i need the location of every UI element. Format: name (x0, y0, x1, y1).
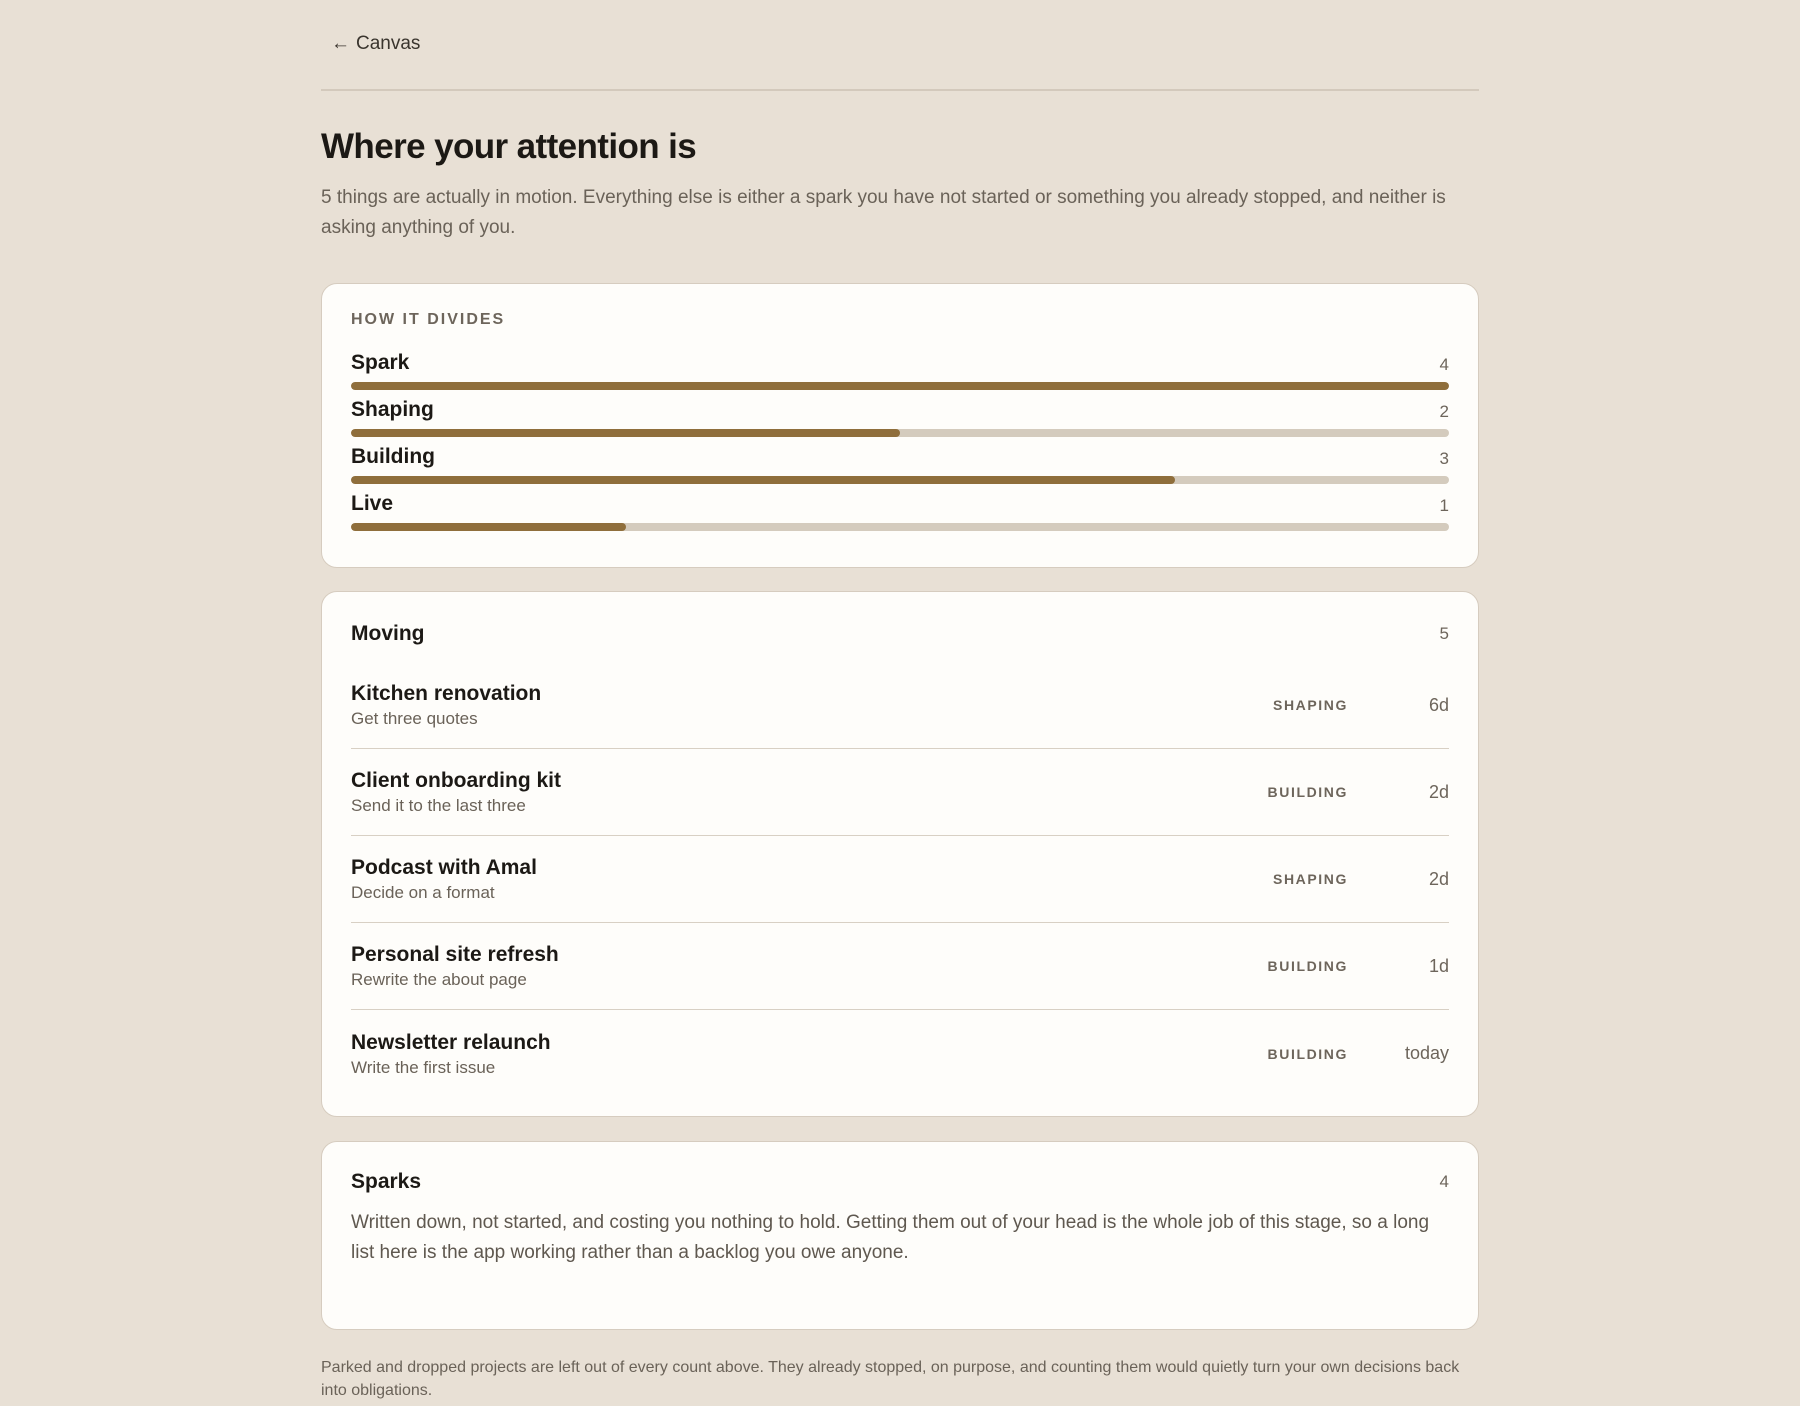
stage-bar-fill (351, 382, 1449, 390)
project-title: Podcast with Amal (351, 856, 537, 879)
stage-head (351, 441, 1449, 469)
project-title: Kitchen renovation (351, 682, 542, 705)
moving-count: 5 (1439, 624, 1449, 643)
back-link-label: Canvas (356, 32, 421, 54)
moving-header (351, 620, 1449, 648)
back-to-canvas-link[interactable] (331, 33, 420, 55)
project-text (351, 855, 1208, 903)
project-row[interactable] (351, 923, 1449, 1010)
page-title: Where your attention is (321, 127, 697, 166)
sparks-title: Sparks (351, 1170, 422, 1193)
stage-name: Spark (351, 351, 410, 374)
stage-bar-track (351, 523, 1449, 531)
stage-row-shaping (351, 394, 1449, 437)
how-it-divides-card (321, 283, 1479, 568)
project-age: 6d (1428, 694, 1449, 715)
project-row[interactable] (351, 749, 1449, 836)
top-bar (321, 0, 1479, 91)
stage-bar-fill (351, 523, 626, 531)
project-text (351, 1030, 1208, 1078)
project-title: Personal site refresh (351, 943, 559, 966)
page-intro: 5 things are actually in motion. Everything else is either a spark you have not started or something you already stopped, and neither is asking anything of you. (321, 187, 1446, 238)
page (321, 0, 1479, 1402)
stage-row-building (351, 441, 1449, 484)
project-age: today (1404, 1043, 1449, 1063)
stage-name: Building (351, 445, 435, 468)
stage-row-spark (351, 347, 1449, 390)
project-row[interactable] (351, 662, 1449, 749)
project-age: 1d (1428, 955, 1449, 976)
footnote: Parked and dropped projects are left out of every count above. They already stopped, on purpose, and counting them would quietly turn your own decisions back into obligations. (321, 1359, 1460, 1399)
project-title: Client onboarding kit (351, 769, 561, 792)
stage-name: Live (351, 492, 394, 515)
stage-name: Shaping (351, 398, 434, 421)
moving-card (321, 591, 1479, 1117)
sparks-count: 4 (1439, 1172, 1449, 1191)
project-text (351, 768, 1208, 816)
project-text (351, 681, 1208, 729)
project-stage-badge: BUILDING (1267, 1045, 1348, 1062)
stage-head (351, 347, 1449, 375)
sparks-header (351, 1168, 1449, 1196)
project-stage-badge: BUILDING (1267, 958, 1348, 974)
project-row[interactable] (351, 836, 1449, 923)
moving-title: Moving (351, 622, 425, 645)
sparks-description: Written down, not started, and costing you nothing to hold. Getting them out of your head is the whole job of this stage, so a long list here is the app working rather than a backlog you owe anyone. (351, 1212, 1430, 1263)
stage-count: 2 (1439, 402, 1449, 421)
stage-head (351, 488, 1449, 516)
project-stage-badge: SHAPING (1273, 871, 1348, 887)
stage-bar-fill (351, 476, 1175, 484)
project-next-step: Decide on a format (351, 883, 495, 902)
stage-count: 3 (1439, 449, 1449, 468)
project-next-step: Rewrite the about page (351, 970, 527, 989)
project-age: 2d (1428, 781, 1449, 802)
project-next-step: Get three quotes (351, 709, 478, 728)
stage-bar-fill (351, 429, 900, 437)
stage-bar-track (351, 476, 1449, 484)
project-next-step: Send it to the last three (351, 796, 526, 815)
project-age: 2d (1428, 868, 1449, 889)
project-stage-badge: BUILDING (1267, 784, 1348, 800)
stage-list (351, 347, 1449, 531)
project-title: Newsletter relaunch (351, 1030, 551, 1054)
project-stage-badge: SHAPING (1273, 697, 1348, 713)
stage-count: 4 (1439, 355, 1449, 374)
project-text (351, 942, 1208, 990)
stage-row-live (351, 488, 1449, 531)
project-next-step: Write the first issue (351, 1057, 496, 1077)
project-list (351, 662, 1449, 1097)
divides-eyebrow: HOW IT DIVIDES (351, 311, 506, 328)
sparks-card (321, 1141, 1479, 1330)
stage-count: 1 (1439, 496, 1449, 515)
arrow-left-icon: ← (331, 33, 350, 54)
stage-bar-track (351, 429, 1449, 437)
stage-head (351, 394, 1449, 422)
stage-bar-track (351, 382, 1449, 390)
project-row[interactable] (351, 1010, 1449, 1097)
